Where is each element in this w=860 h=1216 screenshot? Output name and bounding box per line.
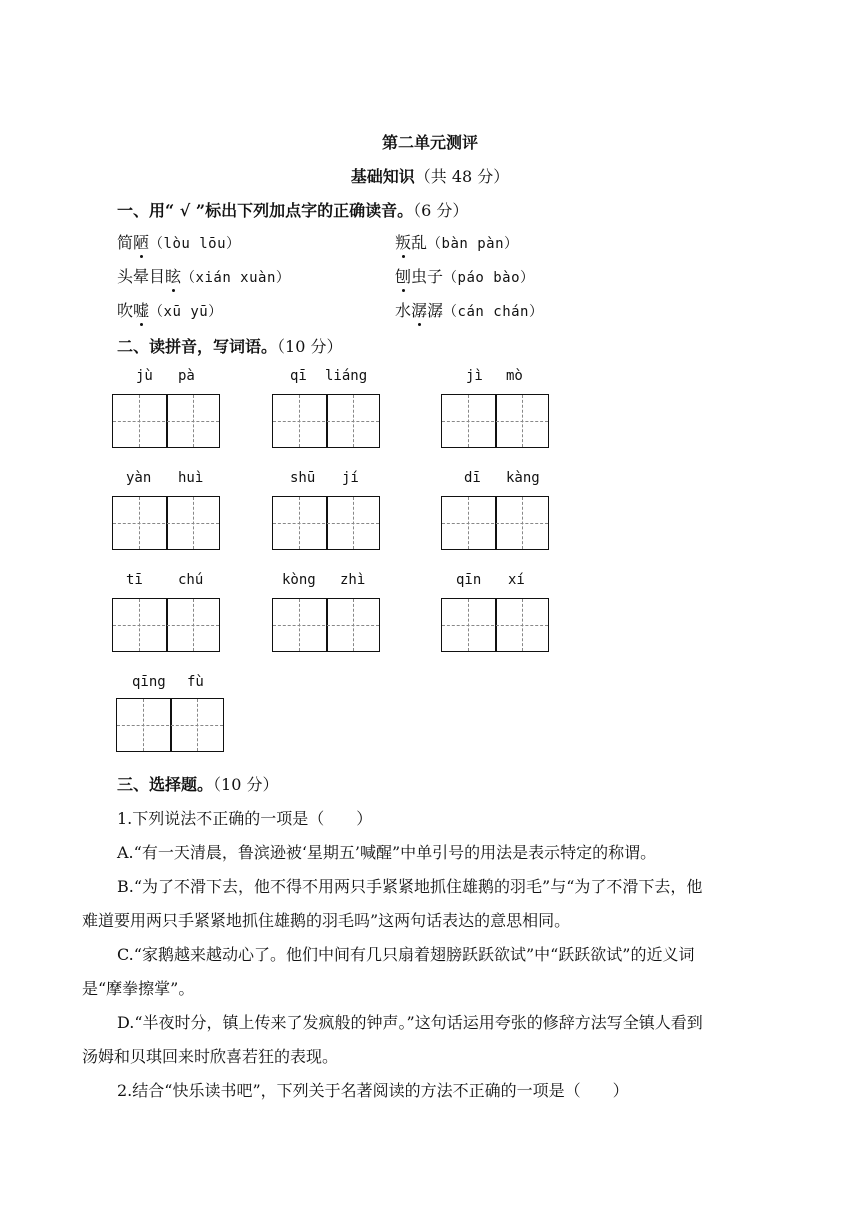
writing-grid[interactable] bbox=[116, 698, 224, 752]
section3-points: （10 分） bbox=[213, 775, 279, 794]
section2-heading-text: 二、读拼音，写词语。 bbox=[117, 337, 278, 356]
pinyin-7b: chú bbox=[178, 572, 204, 588]
section3-heading-text: 三、选择题。 bbox=[117, 775, 214, 794]
pinyin-options[interactable]: （bàn pàn） bbox=[427, 236, 519, 252]
dotted-char: 陋 bbox=[133, 230, 149, 253]
dotted-char: 嘘 bbox=[133, 298, 149, 321]
reading-item-3 bbox=[117, 264, 290, 287]
question-2: 2.结合“快乐读书吧”，下列关于名著阅读的方法不正确的一项是（ ） bbox=[117, 1081, 629, 1100]
reading-item-6 bbox=[395, 298, 543, 321]
writing-grid[interactable] bbox=[112, 394, 220, 448]
section2-heading bbox=[117, 334, 342, 357]
option-b-line1[interactable]: B.“为了不滑下去，他不得不用两只手紧紧地抓住雄鹅的羽毛”与“为了不滑下去，他 bbox=[117, 877, 703, 896]
pinyin-5a: shū bbox=[290, 470, 316, 486]
question-1: 1.下列说法不正确的一项是（ ） bbox=[117, 809, 373, 828]
section1-heading bbox=[117, 198, 468, 221]
pinyin-options[interactable]: （xū yū） bbox=[149, 304, 223, 320]
pinyin-8b: zhì bbox=[340, 572, 366, 588]
pinyin-1a: jù bbox=[136, 368, 153, 384]
writing-grid[interactable] bbox=[441, 496, 549, 550]
pinyin-1b: pà bbox=[178, 368, 195, 384]
writing-grid[interactable] bbox=[272, 496, 380, 550]
option-c-line2: 是“摩拳擦掌”。 bbox=[82, 979, 195, 998]
page-subtitle bbox=[0, 164, 860, 187]
option-d-line1[interactable]: D.“半夜时分，镇上传来了发疯般的钟声。”这句话运用夸张的修辞方法写全镇人看到 bbox=[117, 1013, 703, 1032]
item-text: 简 bbox=[117, 233, 134, 252]
section1-heading-text: 一、用“ √ ”标出下列加点字的正确读音。 bbox=[117, 201, 414, 220]
reading-item-4 bbox=[395, 264, 535, 287]
writing-grid[interactable] bbox=[112, 496, 220, 550]
writing-grid[interactable] bbox=[272, 598, 380, 652]
pinyin-2a: qī bbox=[290, 368, 307, 384]
option-b-line2: 难道要用两只手紧紧地抓住雄鹅的羽毛吗”这两句话表达的意思相同。 bbox=[82, 911, 571, 930]
pinyin-3b: mò bbox=[506, 368, 523, 384]
writing-grid[interactable] bbox=[441, 394, 549, 448]
item-text: 潺 bbox=[427, 301, 444, 320]
pinyin-10a: qīng bbox=[132, 674, 166, 690]
pinyin-10b: fù bbox=[187, 674, 204, 690]
item-text: 头晕目 bbox=[117, 267, 166, 286]
option-c-line1[interactable]: C.“家鹅越来越动心了。他们中间有几只扇着翅膀跃跃欲试”中“跃跃欲试”的近义词 bbox=[117, 945, 695, 964]
pinyin-7a: tī bbox=[126, 572, 143, 588]
writing-grid[interactable] bbox=[441, 598, 549, 652]
dotted-char: 潺 bbox=[411, 298, 427, 321]
dotted-char: 刨 bbox=[395, 264, 411, 287]
writing-grid[interactable] bbox=[272, 394, 380, 448]
page-title: 第二单元测评 bbox=[381, 133, 478, 152]
pinyin-5b: jí bbox=[342, 470, 359, 486]
subtitle-main: 基础知识 bbox=[350, 167, 415, 186]
item-text: 水 bbox=[395, 301, 412, 320]
section3-heading bbox=[117, 772, 278, 795]
option-d-line2: 汤姆和贝琪回来时欣喜若狂的表现。 bbox=[82, 1047, 339, 1066]
pinyin-9b: xí bbox=[508, 572, 525, 588]
pinyin-3a: jì bbox=[466, 368, 483, 384]
dotted-char: 叛 bbox=[395, 230, 411, 253]
pinyin-2b: liáng bbox=[325, 368, 368, 384]
dotted-char: 眩 bbox=[165, 264, 181, 287]
option-a[interactable]: A.“有一天清晨，鲁滨逊被‘星期五’喊醒”中单引号的用法是表示特定的称谓。 bbox=[117, 843, 657, 862]
pinyin-6a: dī bbox=[464, 470, 481, 486]
section1-points: （6 分） bbox=[413, 201, 469, 220]
pinyin-options[interactable]: （páo bào） bbox=[443, 270, 535, 286]
pinyin-4b: huì bbox=[178, 470, 204, 486]
writing-grid[interactable] bbox=[112, 598, 220, 652]
reading-item-2 bbox=[395, 230, 519, 253]
subtitle-points: （共 48 分） bbox=[414, 167, 510, 186]
item-text: 吹 bbox=[117, 301, 134, 320]
section2-points: （10 分） bbox=[277, 337, 343, 356]
pinyin-6b: kàng bbox=[506, 470, 540, 486]
pinyin-options[interactable]: （cán chán） bbox=[443, 304, 544, 320]
item-text: 乱 bbox=[411, 233, 428, 252]
item-text: 虫子 bbox=[411, 267, 444, 286]
reading-item-1 bbox=[117, 230, 241, 253]
pinyin-9a: qīn bbox=[456, 572, 482, 588]
pinyin-options[interactable]: （lòu lōu） bbox=[149, 236, 241, 252]
pinyin-options[interactable]: （xián xuàn） bbox=[181, 270, 291, 286]
pinyin-4a: yàn bbox=[126, 470, 152, 486]
reading-item-5 bbox=[117, 298, 223, 321]
pinyin-8a: kòng bbox=[282, 572, 316, 588]
